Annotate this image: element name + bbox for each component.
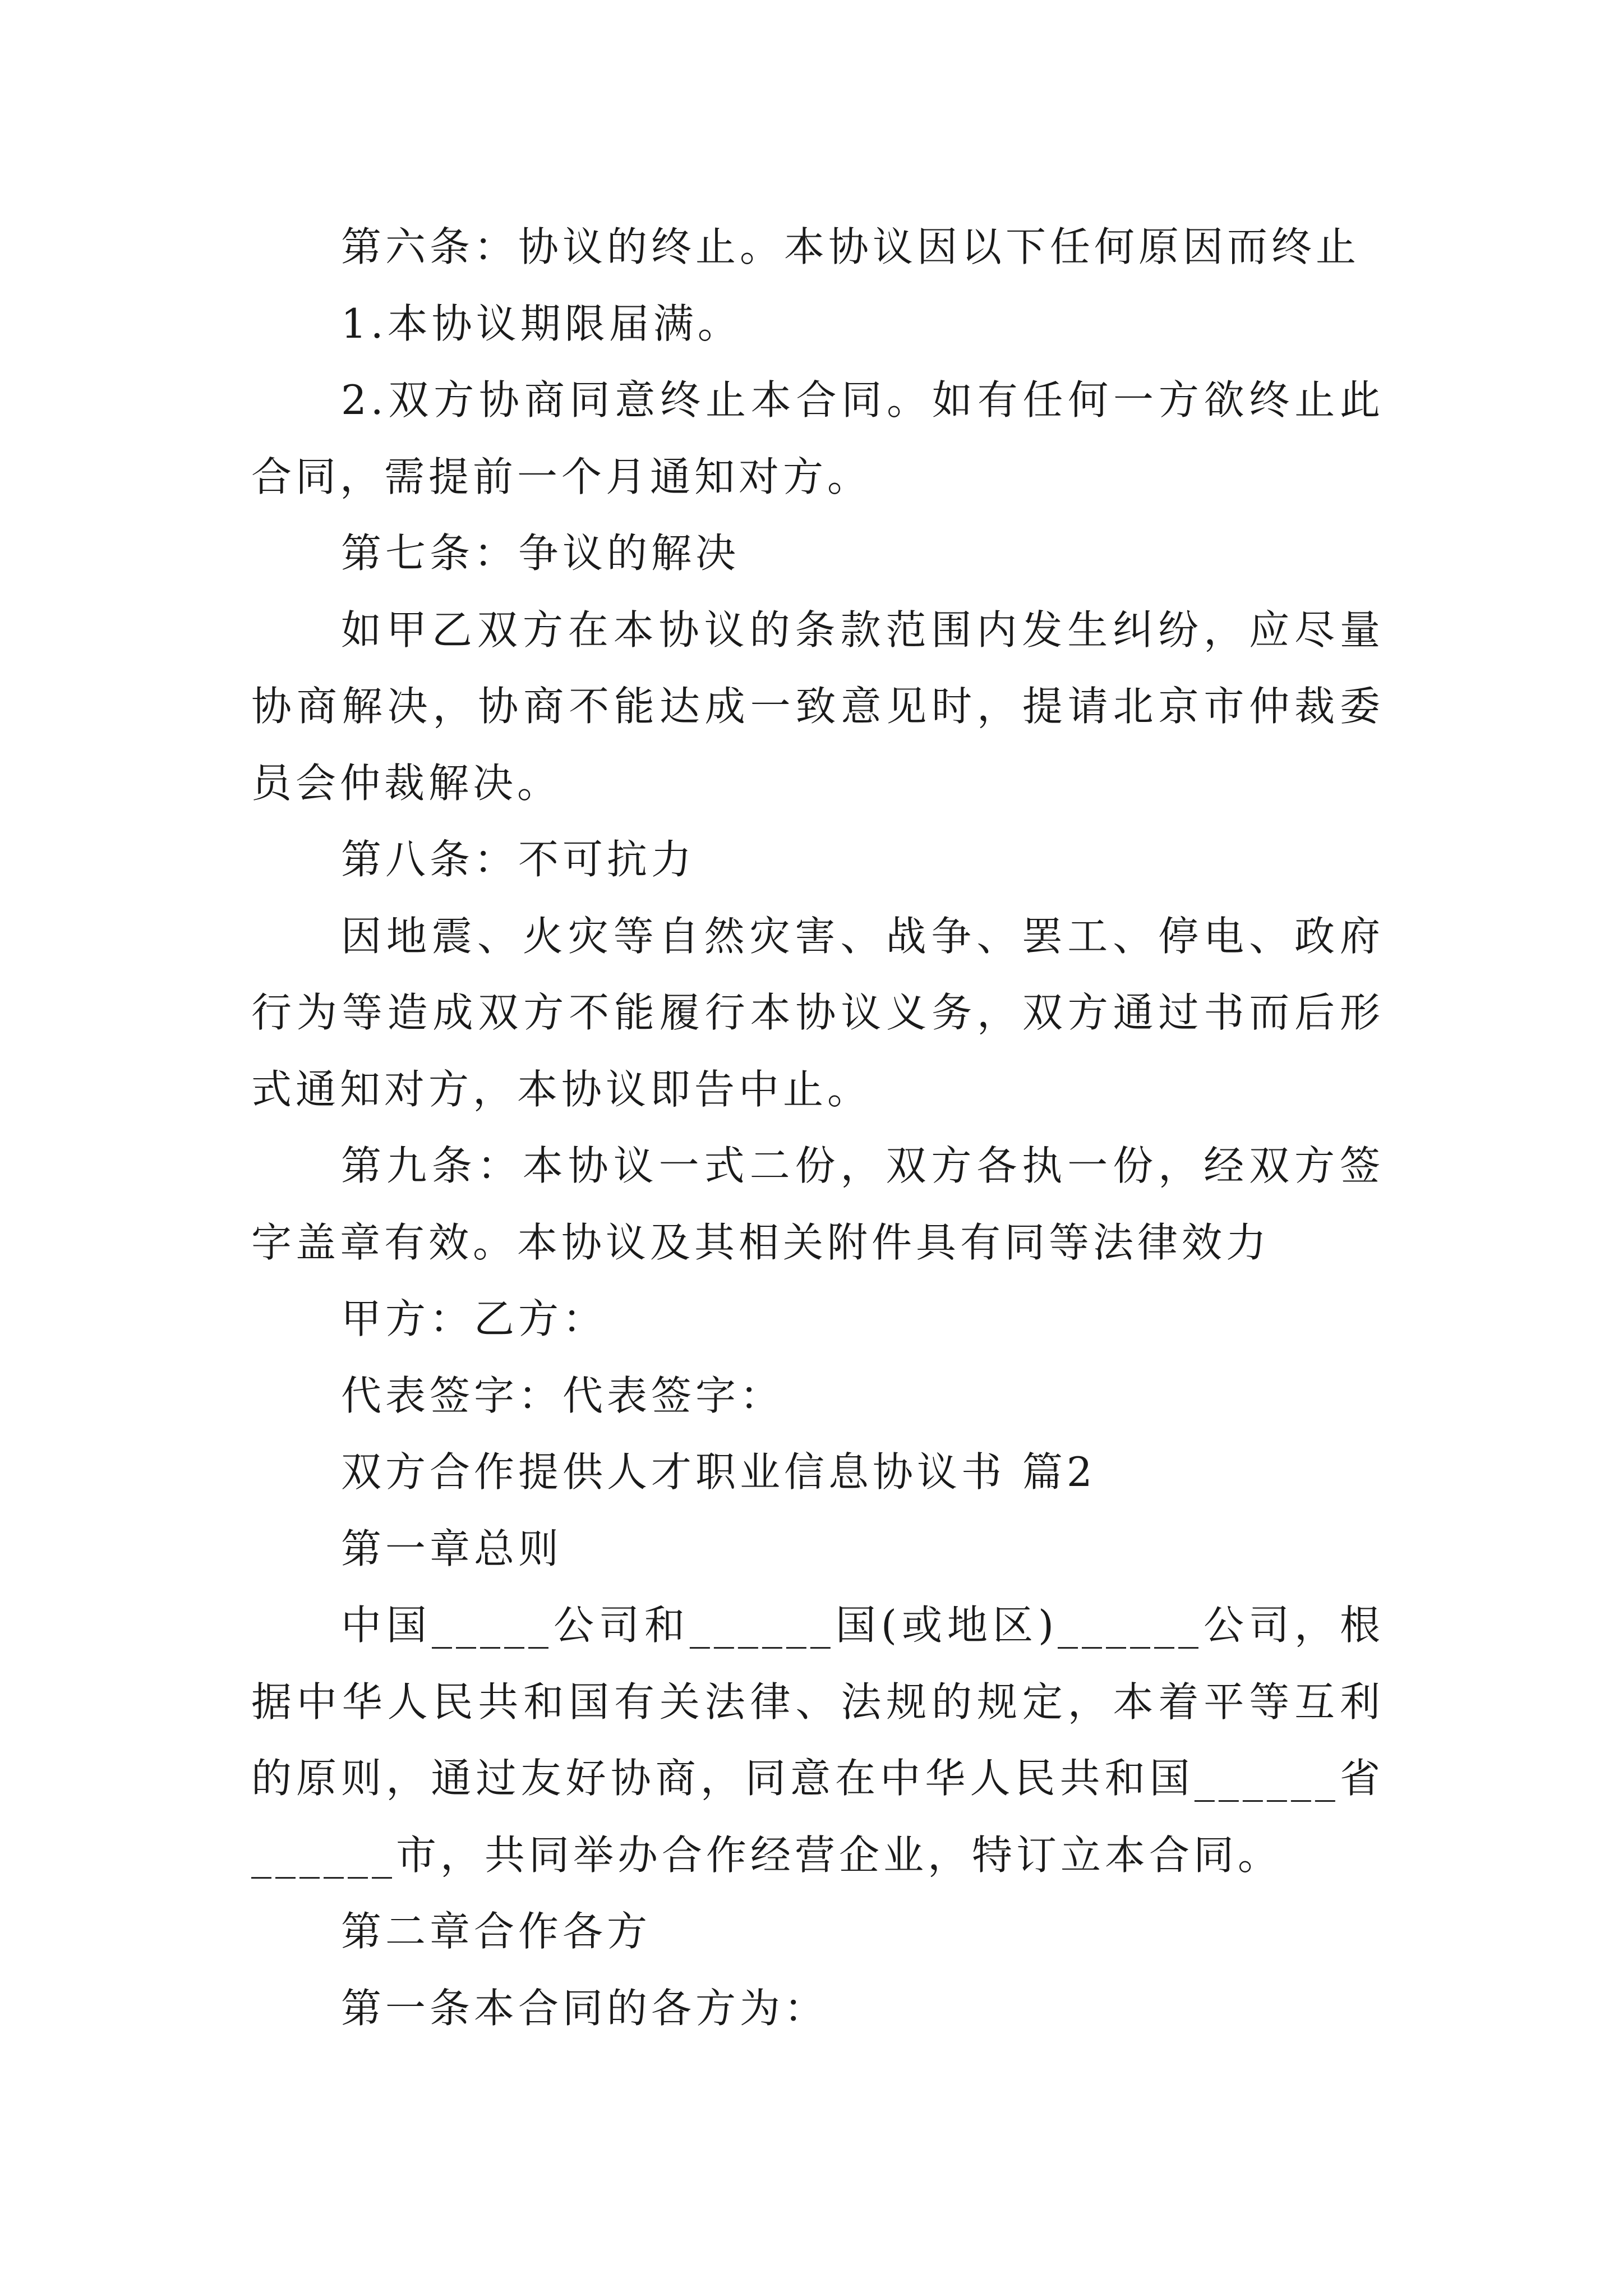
paragraph-article-8: 第八条：不可抗力	[341, 836, 696, 883]
document-body	[251, 209, 1384, 2046]
paragraph-article-1: 第一条本合同的各方为：	[341, 1984, 829, 2032]
paragraph-article-6: 第六条：协议的终止。本协议因以下任何原因而终止	[341, 223, 1361, 270]
paragraph-parties: 甲方：乙方：	[341, 1295, 607, 1342]
paragraph-item-2: 2.双方协商同意终止本合同。如有任何一方欲终止此合同，需提前一个月通知对方。	[251, 376, 1384, 500]
paragraph-chapter-1: 第一章总则	[341, 1525, 563, 1572]
paragraph-signatures: 代表签字：代表签字：	[341, 1372, 785, 1419]
paragraph-article-7: 第七条：争议的解决	[341, 530, 740, 577]
paragraph-general: 中国_____公司和______国(或地区)______公司，根据中华人民共和国有关法律、法规的规定，本着平等互利的原则，通过友好协商，同意在中华人民共和国______省______市，共同举办合作经营企业，特订立本合同。	[251, 1602, 1384, 1879]
paragraph-chapter-2: 第二章合作各方	[341, 1908, 652, 1955]
paragraph-section-title: 双方合作提供人才职业信息协议书 篇2	[341, 1448, 1096, 1496]
paragraph-article-9: 第九条：本协议一式二份，双方各执一份，经双方签字盖章有效。本协议及其相关附件具有同等法律效力	[251, 1142, 1384, 1266]
paragraph-item-1: 1.本协议期限届满。	[341, 300, 742, 347]
paragraph-dispute: 如甲乙双方在本协议的条款范围内发生纠纷，应尽量协商解决，协商不能达成一致意见时，提请北京市仲裁委员会仲裁解决。	[251, 606, 1384, 807]
paragraph-force-majeure: 因地震、火灾等自然灾害、战争、罢工、停电、政府行为等造成双方不能履行本协议义务，双方通过书而后形式通知对方，本协议即告中止。	[251, 912, 1384, 1113]
